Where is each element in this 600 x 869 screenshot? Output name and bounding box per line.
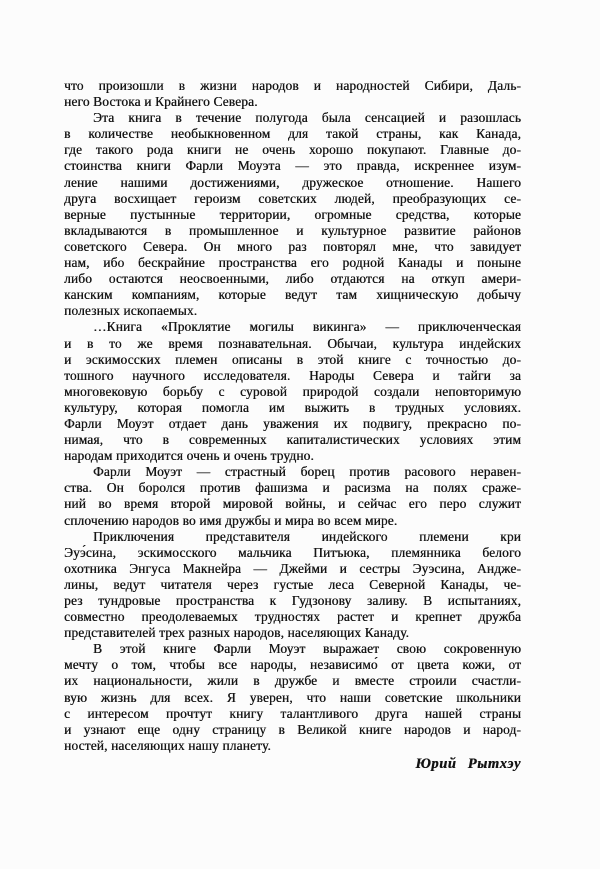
text-line: Эта книга в течение полугода была сенсацией и разошлась — [93, 110, 521, 126]
paragraph — [64, 464, 521, 528]
paragraph — [64, 110, 521, 319]
text-line: народам приходится очень и очень трудно. — [64, 448, 314, 464]
text-line: ний во время второй мировой войны, и сейчас его перо служит — [64, 496, 521, 512]
text-line: …Книга «Проклятие могилы викинга» — приключенческая — [93, 319, 521, 335]
text-line: культуру, которая помогла им выжить в трудных условиях. — [64, 399, 521, 415]
text-line: рез тундровые пространства к Гудзонову заливу. В испытаниях, — [64, 593, 521, 608]
text-line: Фарли Моуэт — страстный борец против расового неравен- — [93, 464, 521, 480]
text-line: где такого рода книги не очень хорошо покупают. Главные до- — [64, 142, 521, 158]
text-line: В этой книге Фарли Моуэт выражает свою сокровенную — [93, 641, 521, 657]
page-text — [64, 78, 521, 772]
text-line: полезных ископаемых. — [64, 303, 198, 319]
text-line: либо остаются неосвоенными, либо отдаются на откуп амери- — [64, 271, 521, 287]
text-line: друга восхищает героизм советских людей, преобразующих се- — [64, 190, 521, 206]
text-line: охотника Энгуса Макнейра — Джейми и сестры Эуэсина, Андже- — [64, 560, 521, 576]
text-line: советского Севера. Он много раз повторял мне, что завидует — [64, 238, 521, 254]
text-line: верные пустынные территории, огромные средства, которые — [64, 206, 521, 222]
text-line: канским компаниям, которые ведут там хищническую добычу — [64, 287, 521, 303]
text-line: ление нашими достижениями, дружеское отношение. Нашего — [64, 174, 521, 190]
text-line: с интересом прочтут книгу талантливого друга нашей страны — [64, 705, 521, 721]
text-line: многовековую борьбу с суровой природой создали неповторимую — [64, 383, 521, 399]
author-signature: Юрий Рытхэу — [415, 755, 521, 772]
text-line: представителей трех разных народов, населяющих Канаду. — [64, 625, 410, 641]
text-line: в количестве необыкновенном для такой страны, как Канада, — [64, 126, 521, 142]
text-line: Приключения представителя индейского племени кри — [93, 528, 521, 544]
paragraph — [64, 529, 521, 642]
text-line: их национальности, жили в дружбе и вместе строили счастли- — [64, 673, 521, 689]
paragraph — [64, 78, 521, 110]
text-line: нимая, что в современных капиталистических условиях этим — [64, 432, 521, 448]
paragraph — [64, 641, 521, 754]
text-line: стоинства книги Фарли Моуэта — это правда, искреннее изум- — [64, 158, 521, 174]
text-line: нам, ибо бескрайние пространства его родной Канады и поныне — [64, 255, 521, 271]
text-line: и узнают еще одну страницу в Великой книге народов и народ- — [64, 721, 521, 737]
text-line: него Востока и Крайнего Севера. — [64, 94, 258, 110]
text-line: и в то же время познавательная. Обычаи, культура индейских — [64, 335, 521, 351]
text-line: совместно преодолеваемых трудностях растет и крепнет дружба — [64, 609, 521, 625]
text-line: мечту о том, чтобы все народы, независимо́ от цвета кожи, от — [64, 657, 521, 673]
text-line: сплочению народов во имя дружбы и мира во всем мире. — [64, 512, 398, 528]
text-line: и эскимосских племен описаны в этой книге с точностью до- — [64, 351, 521, 367]
text-line: Эуэ́сина, эскимосского мальчика Питъюка, племянника белого — [64, 544, 521, 560]
text-line: Фарли Моуэт отдает дань уважения их подвигу, прекрасно по- — [64, 415, 521, 431]
text-line: тошного научного исследователя. Народы Севера и тайги за — [64, 367, 521, 383]
text-line: вую жизнь для всех. Я уверен, что наши советские школьники — [64, 689, 521, 705]
text-line: вкладываются в промышленное и культурное развитие районов — [64, 222, 521, 238]
paragraph — [64, 319, 521, 464]
text-line: лины, ведут читателя через густые леса Северной Канады, че- — [64, 576, 521, 592]
text-line: ства. Он боролся против фашизма и расизма на полях сраже- — [64, 480, 521, 496]
text-line: ностей, населяющих нашу планету. — [64, 737, 271, 753]
text-line: что произошли в жизни народов и народностей Сибири, Даль- — [64, 78, 521, 93]
